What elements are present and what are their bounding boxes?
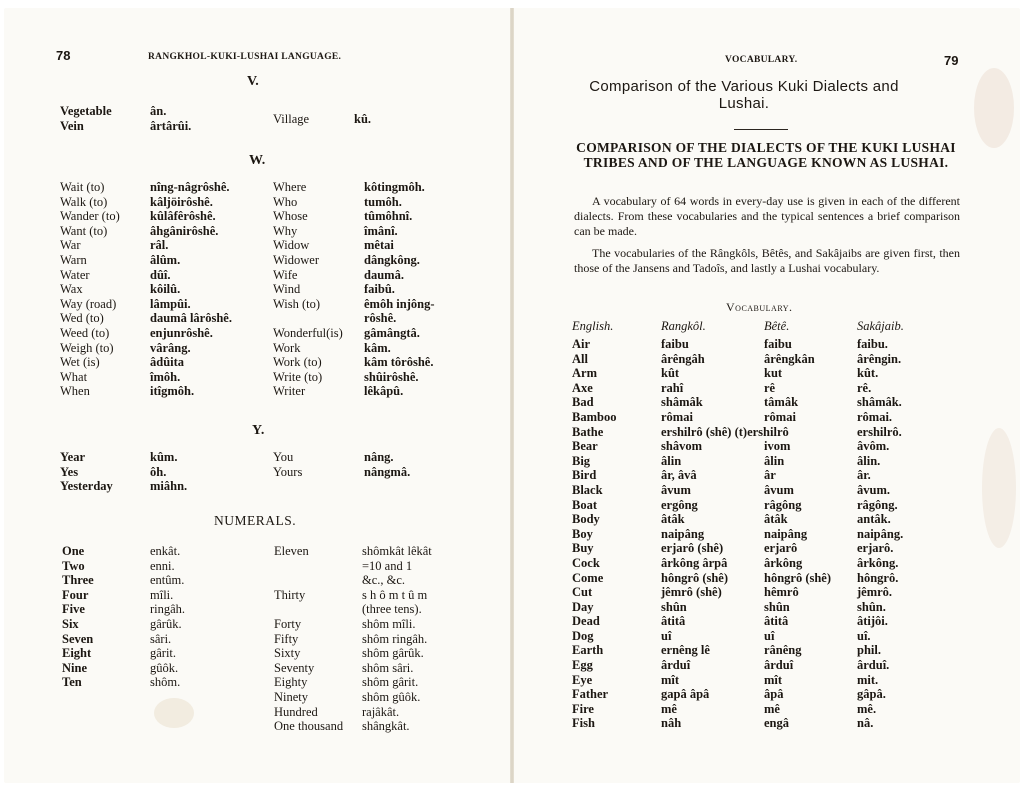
running-head-left: RANGKHOL-KUKI-LUSHAI LANGUAGE.: [148, 52, 342, 62]
entry-english: Wonderful(is): [273, 325, 343, 340]
vocab-english: Egg: [572, 658, 593, 673]
vocab-sakajaib: rê.: [857, 380, 872, 395]
numeral-english: Six: [62, 616, 79, 631]
entry-english: Work (to): [273, 355, 322, 370]
vocab-rangkol: âlin: [661, 453, 682, 468]
numeral-english: [274, 559, 343, 574]
vocab-sakajaib: gâpâ.: [857, 687, 886, 702]
entry-native: kûm.: [150, 450, 178, 464]
entry-native: kâm.: [364, 340, 391, 355]
entry-native: faibû.: [364, 282, 395, 297]
vocab-english: Big: [572, 453, 591, 468]
vocab-sakajaib: mê.: [857, 701, 877, 716]
intro-paragraph: A vocabulary of 64 words in every-day use is given in each of the different dialects. From these vocabularies and the typical sentences a brief comparison can be made.: [574, 194, 960, 238]
entry-native: kôtingmôh.: [364, 180, 425, 194]
vocab-english: Body: [572, 512, 600, 527]
numeral-english: Nine: [62, 660, 87, 675]
numeral-english: Seven: [62, 631, 94, 646]
vocab-english: Earth: [572, 643, 604, 658]
entry-english: Where: [273, 180, 307, 194]
vocab-bete: rômai: [764, 409, 796, 424]
y-col2-native: [364, 450, 410, 479]
vocab-bete: âtâk: [764, 512, 788, 527]
numeral-english: Five: [62, 602, 85, 617]
entry-native: ârtârûi.: [150, 118, 192, 133]
vocab-sakajaib: shûn.: [857, 599, 886, 614]
entry-native: tûmôhnî.: [364, 209, 413, 224]
entry-native: nângmâ.: [364, 464, 411, 479]
left-page: [4, 8, 510, 783]
vocab-bete: âvum: [764, 482, 794, 497]
page-title: Comparison of the Various Kuki Dialects and Lushai.: [589, 78, 899, 112]
numeral-native: shôm.: [150, 675, 181, 690]
entry-native: vârâng.: [150, 340, 191, 355]
vocab-rangkol: hôngrô (shê): [661, 570, 729, 585]
vocab-sakajaib: âvôm.: [857, 439, 890, 454]
numerals-heading: NUMERALS.: [214, 513, 297, 528]
entry-english: Writer: [273, 384, 306, 399]
y-col1-native: [150, 450, 187, 494]
vocab-sakajaib: rômai.: [857, 409, 893, 424]
vocab-bete: rê: [764, 380, 776, 395]
numeral-native: shômkât lêkât: [362, 544, 432, 558]
vocab-rangkol: erjarô (shê): [661, 541, 724, 556]
vocab-bete: âlin: [764, 453, 785, 468]
paper-stain: [974, 68, 1014, 148]
entry-english: Way (road): [60, 296, 117, 311]
numeral-native: shôm gûôk.: [362, 689, 421, 704]
entry-native: îmôh.: [150, 369, 181, 384]
vocab-english: Bathe: [572, 424, 604, 439]
vocab-sakajaib: ershilrô.: [857, 424, 902, 439]
vocab-english: Buy: [572, 541, 594, 556]
vocab-sakajaib: antâk.: [857, 512, 891, 527]
vocab-bete: kut: [764, 366, 783, 381]
entry-native: rôshê.: [364, 311, 397, 326]
numeral-english: Fifty: [274, 631, 299, 646]
numeral-english: Forty: [274, 616, 302, 631]
numeral-native: shôm gârit.: [362, 675, 419, 690]
vocab-sakajaib: hôngrô.: [857, 570, 899, 585]
numeral-native: shôm gârûk.: [362, 646, 424, 661]
entry-english: When: [60, 384, 90, 399]
entry-native: lâmpûi.: [150, 296, 191, 311]
y-col2-english: [273, 450, 302, 479]
vocab-rangkol: gapâ âpâ: [661, 687, 710, 702]
entry-english: Who: [273, 194, 298, 209]
vocab-english: Fire: [572, 701, 594, 716]
vocab-english: Boat: [572, 497, 597, 512]
vocab-bete: hôngrô (shê): [764, 570, 832, 585]
vocab-rangkol: rômai: [661, 409, 693, 424]
numeral-english: Two: [62, 558, 85, 573]
vocab-rangkol: jêmrô (shê): [661, 585, 722, 600]
entry-english: Yours: [273, 464, 303, 479]
vocab-rangkol: naipâng: [661, 526, 705, 541]
vocab-sakajaib: erjarô.: [857, 541, 894, 556]
vocab-english: Dead: [572, 614, 600, 629]
vocab-english: Boy: [572, 526, 593, 541]
intro-paragraph: The vocabularies of the Rângkôls, Bêtês, and Sakâjaibs are given first, then those of the Jansens and Tadoîs, and lastly a Lushai vocabulary.: [574, 246, 960, 275]
vocab-rangkol: rahî: [661, 380, 684, 395]
entry-native: âdûita: [150, 355, 185, 370]
numeral-native: s h ô m t û m: [362, 587, 428, 602]
w-col1-native: [150, 180, 232, 399]
entry-native: êmôh injông-: [364, 296, 435, 311]
entry-english: Weed (to): [60, 325, 110, 340]
vocab-rangkol: ernêng lê: [661, 643, 710, 658]
vocab-entry: [150, 104, 191, 133]
vocab-sakajaib: shâmâk.: [857, 395, 902, 410]
entry-native: tumôh.: [364, 194, 402, 209]
vocab-bete: âpâ: [764, 687, 784, 702]
vocab-bete: âr: [764, 468, 776, 483]
vocab-bete: mê: [764, 701, 780, 716]
entry-english: Wind: [273, 282, 301, 297]
numeral-english: One thousand: [274, 719, 344, 734]
vocab-sakajaib: âvum.: [857, 482, 890, 497]
entry-english: Weigh (to): [60, 340, 114, 355]
numeral-native: gârit.: [150, 646, 177, 661]
numeral-english: Eighty: [274, 675, 308, 690]
vocab-col-bete: [764, 337, 831, 731]
vocab-english: Bird: [572, 468, 597, 483]
numeral-english: Eleven: [274, 544, 309, 558]
vocab-sakajaib: ârêngin.: [857, 351, 902, 366]
entry-english: War: [60, 238, 81, 253]
vocab-bete: tâmâk: [764, 395, 799, 410]
numeral-native: shângkât.: [362, 719, 410, 734]
numeral-native: enni.: [150, 558, 175, 573]
vocab-bete: shûn: [764, 599, 790, 614]
vocab-english: Cock: [572, 555, 600, 570]
vocab-bete: ivom: [764, 439, 791, 454]
entry-native: îmânî.: [364, 223, 398, 238]
numerals-col1-english: [62, 544, 94, 690]
entry-native: mêtai: [364, 238, 394, 253]
vocab-bete: hêmrô: [764, 585, 799, 600]
entry-english: Want (to): [60, 223, 108, 238]
entry-english: Widow: [273, 238, 310, 253]
vocab-rangkol: ergông: [661, 497, 698, 512]
vocab-english: Dog: [572, 628, 594, 643]
vocab-col-english: [572, 337, 616, 731]
vocab-rangkol: faibu: [661, 337, 689, 351]
entry-native: ân.: [150, 104, 167, 118]
entry-native: ôh.: [150, 464, 167, 479]
entry-native: kâljöirôshê.: [150, 194, 213, 209]
vocab-rangkol: mê: [661, 701, 677, 716]
vocab-bete: ârduî: [764, 658, 794, 673]
entry-english: Wax: [60, 282, 83, 297]
vocab-english: Eye: [572, 672, 593, 687]
entry-english: What: [60, 369, 88, 384]
page-number-left: 78: [56, 48, 71, 63]
vocab-bete: ârkông: [764, 555, 803, 570]
entry-english: Why: [273, 223, 298, 238]
entry-english: Vein: [60, 118, 84, 133]
vocab-bete: rânêng: [764, 643, 802, 658]
numeral-native: gârûk.: [150, 616, 182, 631]
vocab-sakajaib: jêmrô.: [857, 585, 893, 600]
entry-native: itîgmôh.: [150, 384, 195, 399]
vocab-english: Axe: [572, 380, 593, 395]
vocab-rangkol: kût: [661, 366, 680, 381]
vocab-english: Black: [572, 482, 603, 497]
entry-native: kôilû.: [150, 282, 181, 297]
vocab-english: Come: [572, 570, 604, 585]
w-col1-english: [60, 180, 120, 399]
numeral-native: enkât.: [150, 544, 181, 558]
entry-native: dângkông.: [364, 252, 420, 267]
vocab-sakajaib: râgông.: [857, 497, 898, 512]
column-header: Sakâjaib.: [857, 319, 904, 333]
numeral-native: (three tens).: [362, 602, 422, 617]
vocab-english: Arm: [572, 366, 597, 381]
entry-english: You: [273, 450, 294, 464]
column-header: Bêtê.: [764, 319, 790, 333]
vocab-bete: mît: [764, 672, 783, 687]
vocab-bete: ârêngkân: [764, 351, 815, 366]
numeral-english: Ten: [62, 675, 82, 690]
entry-english: Wish (to): [273, 296, 321, 311]
vocab-sakajaib: âtijôi.: [857, 614, 888, 629]
vocab-bete: erjarô: [764, 541, 798, 556]
vocab-col-sakajaib: [857, 337, 903, 731]
numeral-native: ringâh.: [150, 602, 186, 617]
entry-english: Year: [60, 450, 85, 464]
numerals-col2-native: [362, 544, 432, 734]
vocab-sakajaib: mit.: [857, 672, 879, 687]
vocab-rangkol: ârêngâh: [661, 351, 705, 366]
numeral-english: One: [62, 544, 85, 558]
numeral-english: Ninety: [274, 689, 309, 704]
numeral-english: Three: [62, 573, 94, 588]
vocab-bete: naipâng: [764, 526, 808, 541]
vocab-rangkol: nâh: [661, 716, 682, 731]
entry-native: nâng.: [364, 450, 394, 464]
vocab-sakajaib: âlin.: [857, 453, 881, 468]
vocabulary-heading: Vocabulary.: [726, 300, 793, 314]
numeral-english: Four: [62, 587, 89, 602]
vocab-rangkol: ârduî: [661, 658, 691, 673]
vocab-english: Father: [572, 687, 609, 702]
entry-native: âhgânirôshê.: [150, 223, 219, 238]
entry-english: Water: [60, 267, 90, 282]
numeral-english: Hundred: [274, 704, 318, 719]
vocab-english: Cut: [572, 585, 593, 600]
numeral-english: [274, 573, 343, 588]
vocab-rangkol: ershilrô (shê) (t)ershilrô: [661, 424, 789, 439]
vocab-rangkol: shûn: [661, 599, 687, 614]
numeral-native: shôm ringâh.: [362, 631, 428, 646]
vocab-rangkol: mît: [661, 672, 680, 687]
entry-english: Whose: [273, 209, 308, 224]
vocab-bete: râgông: [764, 497, 802, 512]
right-page: [514, 8, 1020, 783]
numerals-col1-native: [150, 544, 185, 690]
vocab-bete: [764, 425, 831, 440]
entry-english: Wander (to): [60, 209, 120, 224]
numeral-native: mîli.: [150, 587, 174, 602]
column-header: English.: [572, 319, 614, 333]
vocab-sakajaib: kût.: [857, 366, 879, 381]
numeral-native: gûôk.: [150, 660, 179, 675]
vocab-sakajaib: phil.: [857, 643, 881, 658]
numeral-native: =10 and 1: [362, 558, 413, 573]
vocab-rangkol: âvum: [661, 482, 691, 497]
vocab-sakajaib: âr.: [857, 468, 871, 483]
running-head-right: VOCABULARY.: [725, 55, 798, 65]
entry-english: Walk (to): [60, 194, 108, 209]
entry-native: lêkâpû.: [364, 384, 404, 399]
entry-native: râl.: [150, 238, 169, 253]
entry-native: kûlâfêrôshê.: [150, 209, 216, 224]
entry-english: Write (to): [273, 369, 323, 384]
vocab-rangkol: âtitâ: [661, 614, 686, 629]
section-letter-w: W.: [249, 153, 266, 168]
entry-english: [273, 311, 343, 326]
vocab-bete: faibu: [764, 337, 792, 351]
numeral-english: Thirty: [274, 587, 306, 602]
numeral-native: entûm.: [150, 573, 185, 588]
entry-english: Village: [273, 112, 310, 126]
section-letter-y: Y.: [252, 423, 265, 438]
vocab-sakajaib: faibu.: [857, 337, 888, 351]
entry-native: âlûm.: [150, 252, 181, 267]
y-col1-english: [60, 450, 113, 494]
section-letter-v: V.: [247, 74, 259, 89]
entry-english: Work: [273, 340, 301, 355]
vocab-bete: engâ: [764, 716, 789, 731]
numeral-english: [274, 602, 343, 617]
vocab-rangkol: âr, âvâ: [661, 468, 697, 483]
entry-english: Widower: [273, 252, 320, 267]
entry-native: daumâ lârôshê.: [150, 311, 232, 326]
entry-native: dûî.: [150, 267, 171, 282]
w-col2-native: [364, 180, 435, 399]
entry-native: enjunrôshê.: [150, 325, 213, 340]
vocab-rangkol: uî: [661, 628, 672, 643]
w-col2-english: [273, 180, 343, 399]
entry-english: Warn: [60, 252, 87, 267]
vocab-english: Bear: [572, 439, 598, 454]
entry-native: shûirôshê.: [364, 369, 419, 384]
paper-stain: [154, 698, 194, 728]
entry-english: Vegetable: [60, 104, 112, 118]
vocab-rangkol: shâvom: [661, 439, 702, 454]
vocab-rangkol: ârkông ârpâ: [661, 555, 728, 570]
vocab-sakajaib: naipâng.: [857, 526, 904, 541]
vocab-english: All: [572, 351, 588, 366]
vocab-english: Bamboo: [572, 409, 617, 424]
entry-native: kû.: [354, 112, 372, 126]
numeral-native: shôm mîli.: [362, 616, 416, 631]
numeral-english: Seventy: [274, 660, 315, 675]
page-number-right: 79: [944, 53, 959, 68]
entry-native: nîng-nâgrôshê.: [150, 180, 230, 194]
numeral-english: Eight: [62, 646, 92, 661]
entry-english: Wait (to): [60, 180, 105, 194]
entry-english: Wet (is): [60, 355, 100, 370]
vocab-sakajaib: ârduî.: [857, 658, 890, 673]
vocab-sakajaib: ârkông.: [857, 555, 899, 570]
entry-english: Yes: [60, 464, 79, 479]
entry-english: Wed (to): [60, 311, 104, 326]
vocab-sakajaib: nâ.: [857, 716, 874, 731]
vocab-rangkol: shâmâk: [661, 395, 703, 410]
vocab-english: Day: [572, 599, 594, 614]
numeral-native: rajâkât.: [362, 704, 400, 719]
numerals-col2-english: [274, 544, 343, 734]
vocab-rangkol: âtâk: [661, 512, 685, 527]
title-rule: [734, 129, 788, 130]
entry-native: daumâ.: [364, 267, 404, 282]
column-header: Rangkôl.: [661, 319, 706, 333]
entry-english: Yesterday: [60, 479, 113, 494]
entry-english: Wife: [273, 267, 298, 282]
numeral-english: Sixty: [274, 646, 301, 661]
paper-stain: [982, 428, 1016, 548]
vocab-bete: uî: [764, 628, 775, 643]
numeral-native: &c., &c.: [362, 573, 406, 588]
vocab-bete: âtitâ: [764, 614, 789, 629]
section-subtitle: COMPARISON OF THE DIALECTS OF THE KUKI LUSHAI TRIBES AND OF THE LANGUAGE KNOWN AS LUSHAI.: [576, 140, 956, 170]
vocab-english: Bad: [572, 395, 594, 410]
numeral-native: sâri.: [150, 631, 172, 646]
vocab-entry: [60, 104, 112, 133]
vocab-sakajaib: uî.: [857, 628, 871, 643]
entry-native: gâmângtâ.: [364, 325, 420, 340]
numeral-native: shôm sâri.: [362, 660, 414, 675]
entry-native: miâhn.: [150, 479, 188, 494]
vocab-english: Air: [572, 337, 591, 351]
vocab-english: Fish: [572, 716, 595, 731]
entry-native: kâm tôrôshê.: [364, 355, 434, 370]
